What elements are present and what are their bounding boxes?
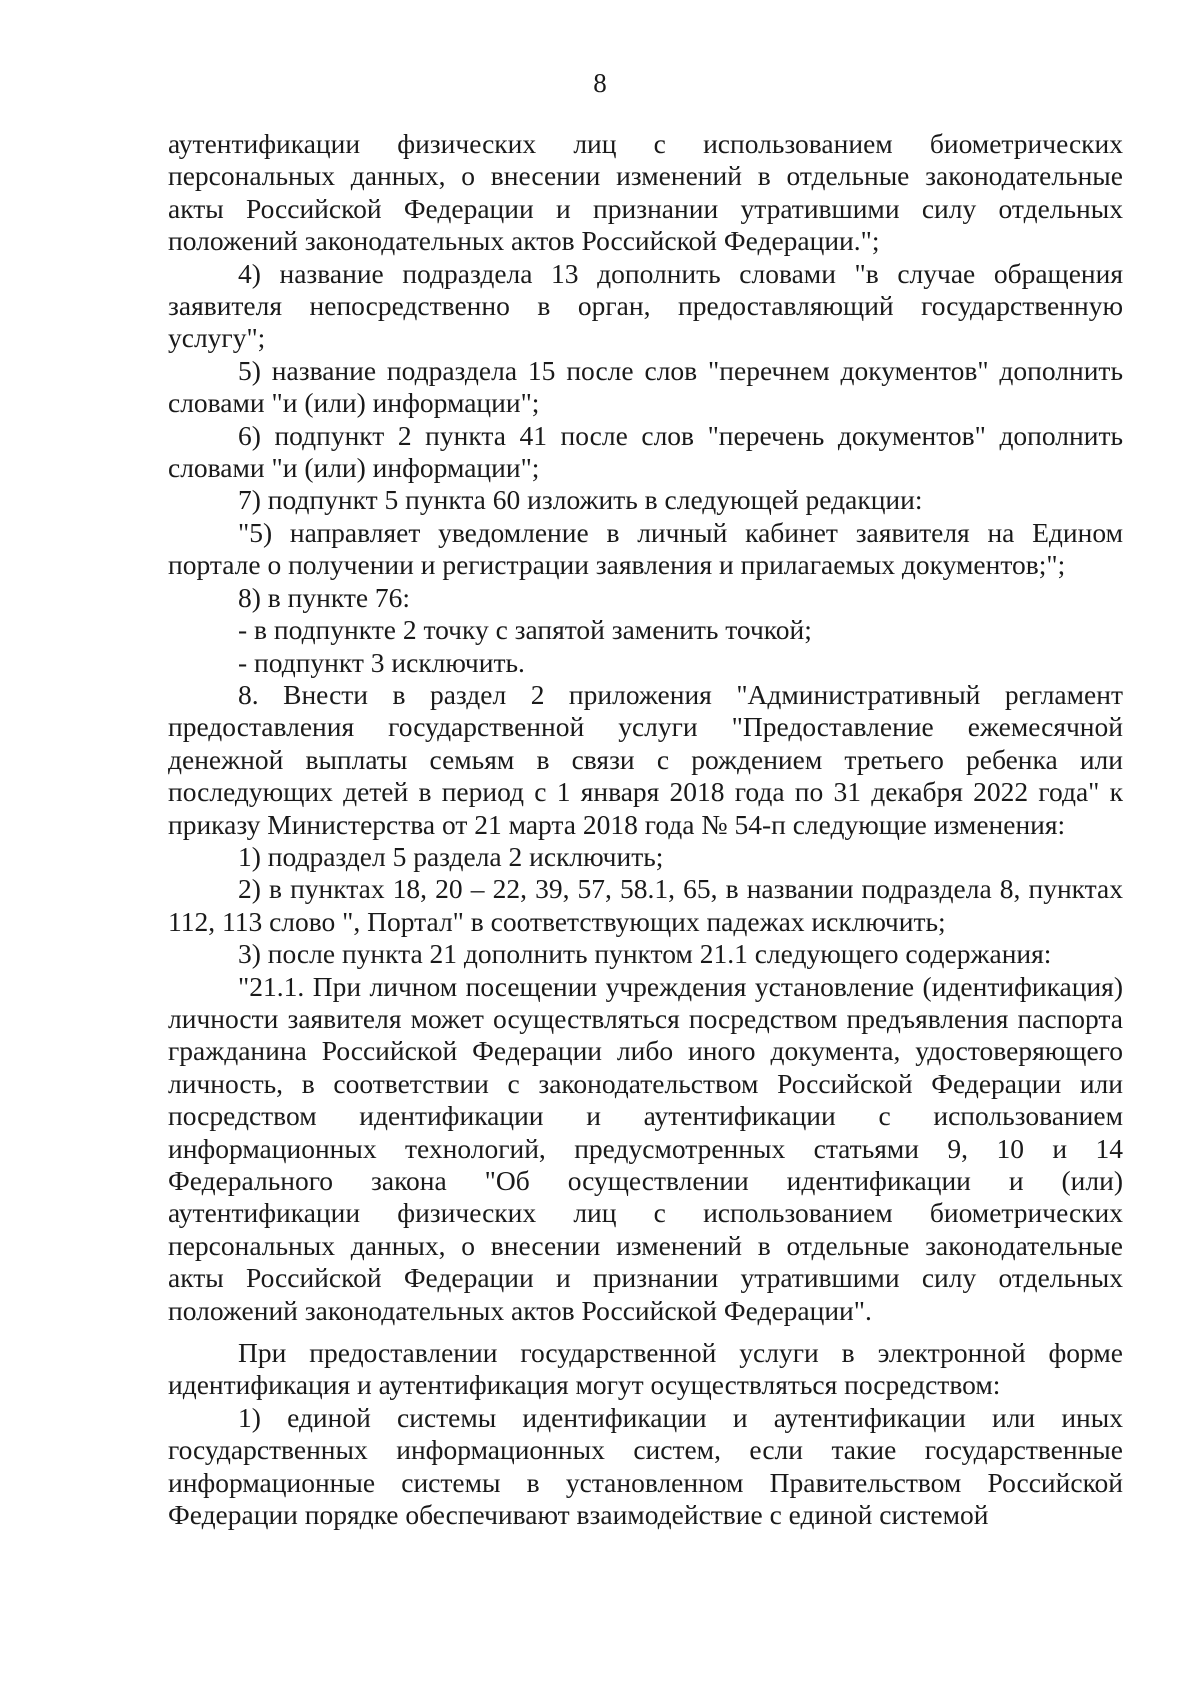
paragraph: 8) в пункте 76: [238,581,411,613]
paragraph: - подпункт 3 исключить. [238,646,525,678]
paragraph: 6) подпункт 2 пункта 41 после слов "перечень документов" дополнить словами "и (или) информации"; [168,419,1123,484]
paragraph: аутентификации физических лиц с использованием биометрических персональных данных, о внесении изменений в отдельные законодательные акты Российской Федерации и признании утратившими силу отдельных положений законодательных актов Российской Федерации."; [168,128,1123,257]
paragraph: 5) название подраздела 15 после слов "перечнем документов" дополнить словами "и (или) информации"; [168,354,1123,419]
paragraph: 3) после пункта 21 дополнить пунктом 21.1 следующего содержания: [238,938,1052,970]
paragraph: 2) в пунктах 18, 20 – 22, 39, 57, 58.1, 65, в названии подраздела 8, пунктах 112, 113 слово ", Портал" в соответствующих падежах исключить; [168,873,1123,937]
paragraph: "21.1. При личном посещении учреждения установление (идентификация) личности заявителя может осуществляться посредством предъявления паспорта гражданина Российской Федерации либо иного документа, удостоверяющего личность, в соответствии с законодательством Российской Федерации или посредством идентификации и аутентификации с использованием информационных технологий, предусмотренных статьями 9, 10 и 14 Федерального закона "Об осуществлении идентификации и (или) аутентификации физических лиц с использованием биометрических персональных данных, о внесении изменений в отдельные законодательные акты Российской Федерации и признании утратившими силу отдельных положений законодательных актов Российской Федерации". [168,970,1123,1326]
page-number: 8 [593,68,607,98]
paragraph: При предоставлении государственной услуги в электронной форме идентификация и аутентификация могут осуществляться посредством: [168,1337,1123,1401]
paragraph: 1) подраздел 5 раздела 2 исключить; [238,840,664,872]
paragraph: 7) подпункт 5 пункта 60 изложить в следующей редакции: [238,484,923,516]
paragraph: 8. Внести в раздел 2 приложения "Административный регламент предоставления государственной услуги "Предоставление ежемесячной денежной выплаты семьям в связи с рождением третьего ребенка или последующих детей в период с 1 января 2018 года по 31 декабря 2022 года" к приказу Министерства от 21 марта 2018 года № 54-п следующие изменения: [168,678,1123,840]
paragraph: 4) название подраздела 13 дополнить словами "в случае обращения заявителя непосредственно в орган, предоставляющий государственную услугу"; [168,257,1123,354]
paragraph: 1) единой системы идентификации и аутентификации или иных государственных информационных систем, если такие государственные информационные системы в установленном Правительством Российской Федерации порядке обеспечивают взаимодействие с единой системой [168,1401,1123,1531]
document-body [168,128,1123,1531]
paragraph: - в подпункте 2 точку с запятой заменить точкой; [238,614,812,646]
paragraph: "5) направляет уведомление в личный кабинет заявителя на Едином портале о получении и регистрации заявления и прилагаемых документов;"; [168,516,1123,581]
